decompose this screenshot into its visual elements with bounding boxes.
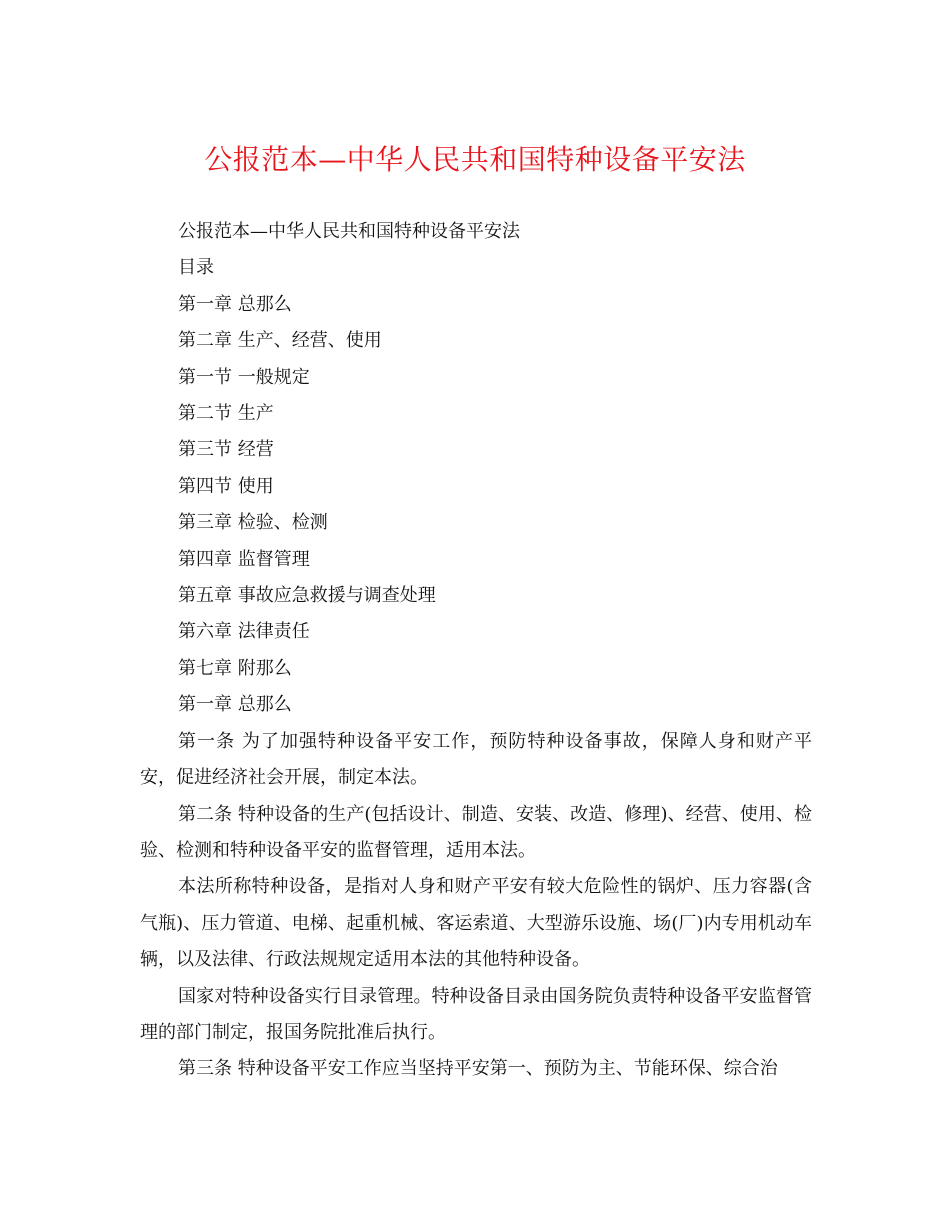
toc-item: 第二章 生产、经营、使用 — [178, 330, 382, 352]
chapter-heading: 第一章 总那么 — [178, 694, 292, 716]
toc-item: 第二节 生产 — [178, 403, 274, 425]
document-title: 公报范本—中华人民共和国特种设备平安法 — [204, 143, 746, 176]
article-paragraph: 国家对特种设备实行目录管理。特种设备目录由国务院负责特种设备平安监督管理的部门制定，报国务院批准后执行。 — [140, 985, 812, 1043]
toc-item: 第五章 事故应急救援与调查处理 — [178, 585, 436, 607]
toc-item: 第六章 法律责任 — [178, 621, 310, 643]
document-body — [140, 214, 812, 1088]
article-paragraph: 第一条 为了加强特种设备平安工作，预防特种设备事故，保障人身和财产平安，促进经济社会开展，制定本法。 — [140, 730, 812, 789]
article-paragraph: 第二条 特种设备的生产(包括设计、制造、安装、改造、修理)、经营、使用、检验、检测和特种设备平安的监督管理，适用本法。 — [140, 803, 812, 861]
toc-item: 第三章 检验、检测 — [178, 512, 328, 534]
article-paragraph: 第三条 特种设备平安工作应当坚持平安第一、预防为主、节能环保、综合治 — [178, 1058, 778, 1080]
toc-heading: 目录 — [178, 257, 214, 279]
toc-item: 第七章 附那么 — [178, 657, 292, 679]
toc-item: 第四章 监督管理 — [178, 548, 310, 570]
toc-item: 第三节 经营 — [178, 439, 274, 461]
document-subtitle: 公报范本—中华人民共和国特种设备平安法 — [178, 221, 520, 242]
toc-item: 第一章 总那么 — [178, 293, 292, 315]
toc-item: 第四节 使用 — [178, 475, 274, 497]
toc-item: 第一节 一般规定 — [178, 366, 310, 388]
article-paragraph: 本法所称特种设备，是指对人身和财产平安有较大危险性的锅炉、压力容器(含气瓶)、压力管道、电梯、起重机械、客运索道、大型游乐设施、场(厂)内专用机动车辆，以及法律、行政法规规定适用本法的其他特种设备。 — [140, 876, 812, 971]
